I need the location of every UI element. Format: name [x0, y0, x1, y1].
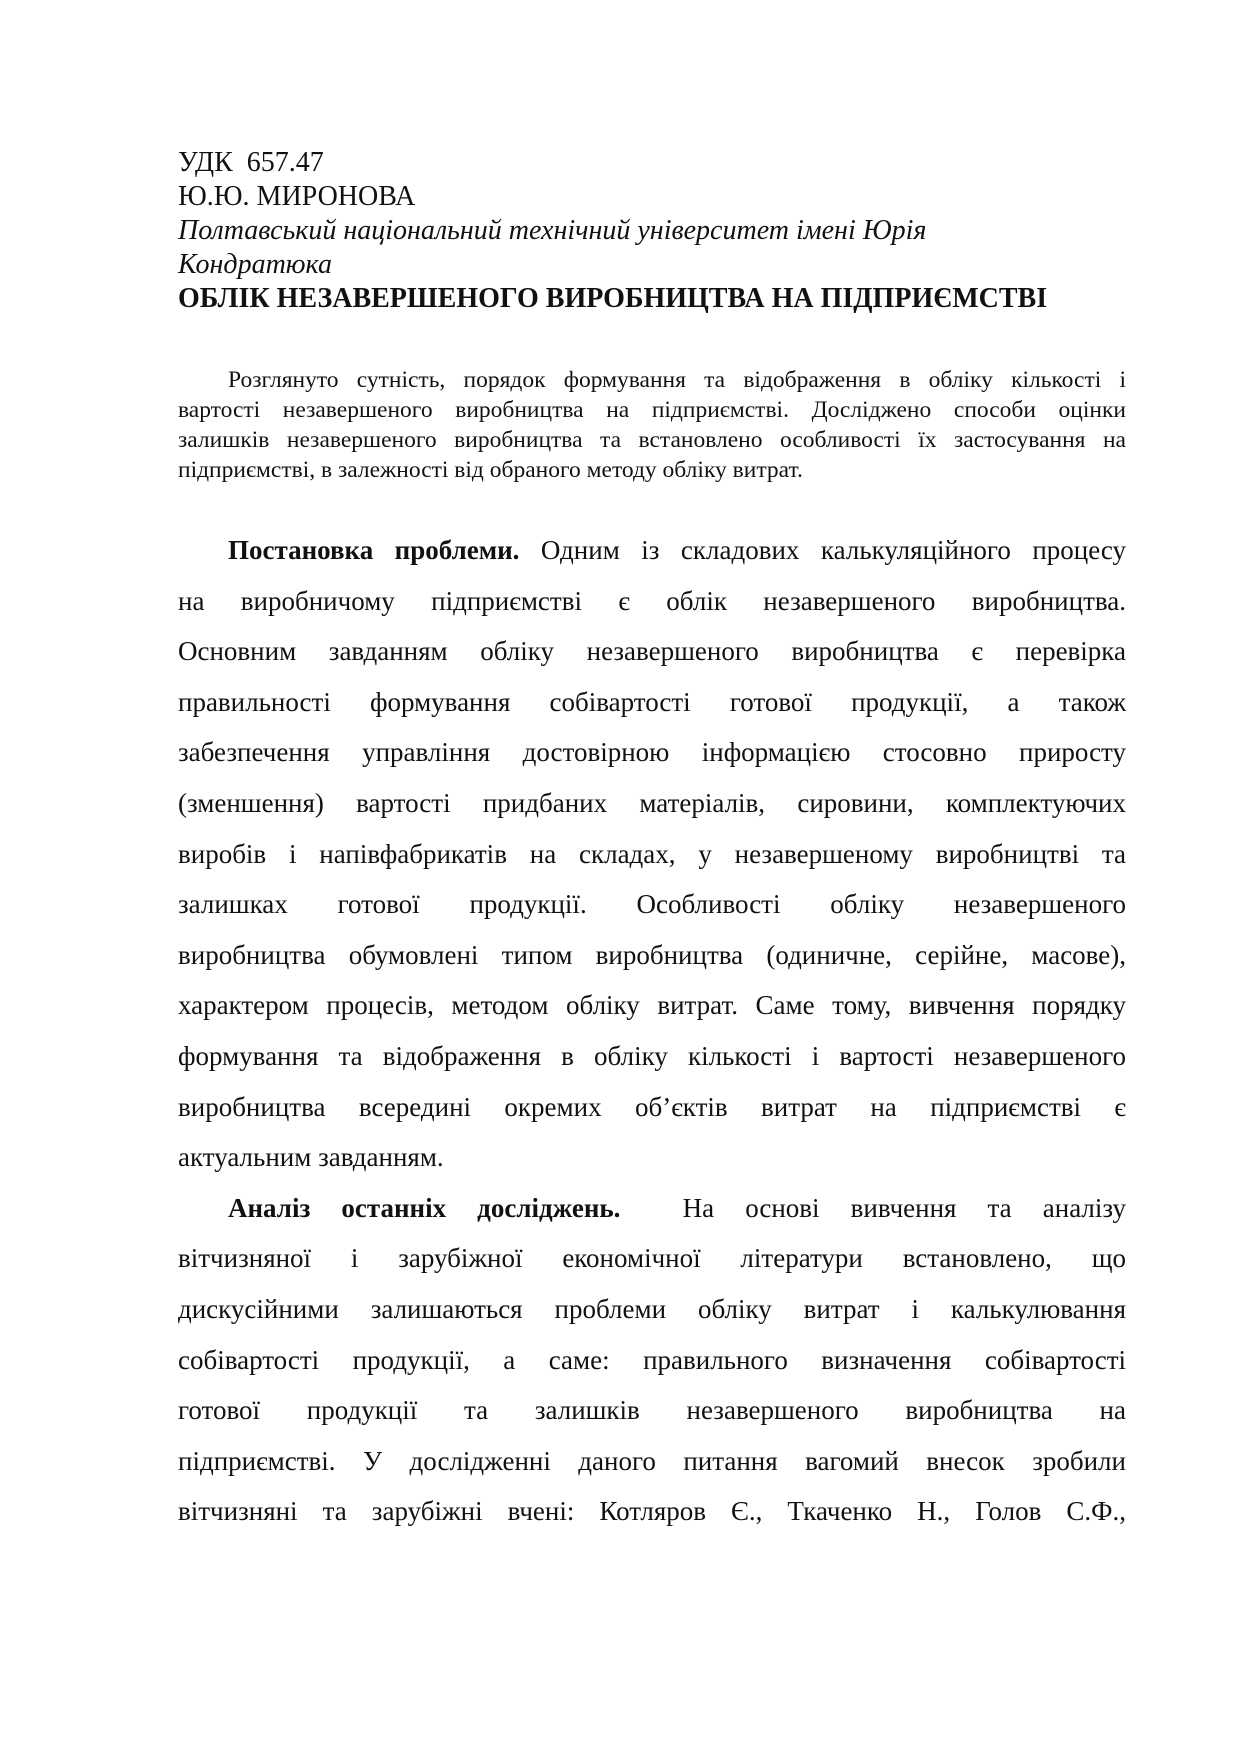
affiliation-line-2: Кондратюка: [178, 249, 332, 280]
body-line: (зменшення) вартості придбаних матеріалів, сировини, комплектуючих: [178, 787, 1126, 818]
abstract-line: Розглянуто сутність, порядок формування та відображення в обліку кількості і: [228, 367, 1126, 393]
author-name: Ю.Ю. МИРОНОВА: [178, 181, 416, 212]
body-line: характером процесів, методом обліку витрат. Саме тому, вивчення порядку: [178, 990, 1126, 1021]
body-line: формування та відображення в обліку кількості і вартості незавершеного: [178, 1040, 1126, 1071]
section-heading: Аналіз останніх досліджень.: [228, 1192, 621, 1223]
body-line: виробів і напівфабрикатів на складах, у незавершеному виробництві та: [178, 838, 1126, 869]
body-line: Основним завданням обліку незавершеного виробництва є перевірка: [178, 636, 1126, 667]
section-heading: Постановка проблеми.: [228, 535, 520, 565]
body-line: забезпечення управління достовірною інформацією стосовно приросту: [178, 737, 1126, 768]
abstract-line: залишків незавершеного виробництва та встановлено особливості їх застосування на: [178, 427, 1126, 453]
body-line: вітчизняні та зарубіжні вчені: Котляров Є., Ткаченко Н., Голов С.Ф.,: [178, 1496, 1126, 1527]
paragraph-problem-statement: [178, 525, 1126, 1183]
body-line: правильності формування собівартості готової продукції, а також: [178, 686, 1126, 717]
body-line: собівартості продукції, а саме: правильного визначення собівартості: [178, 1344, 1126, 1375]
body-line: залишках готової продукції. Особливості обліку незавершеного: [178, 889, 1126, 920]
article-header: [178, 146, 1138, 316]
body-line: актуальним завданням.: [178, 1142, 444, 1173]
article-title: ОБЛІК НЕЗАВЕРШЕНОГО ВИРОБНИЦТВА НА ПІДПРИЄМСТВІ: [178, 283, 1048, 314]
article-body: [178, 525, 1126, 1537]
affiliation-line-1: Полтавський національний технічний університет імені Юрія: [178, 215, 927, 246]
body-text: Одним із складових калькуляційного процесу: [519, 535, 1127, 565]
body-line: готової продукції та залишків незавершеного виробництва на: [178, 1395, 1126, 1426]
body-line: підприємстві. У дослідженні даного питання вагомий внесок зробили: [178, 1445, 1126, 1476]
udc-code: УДК 657.47: [178, 147, 324, 178]
paragraph-recent-research: [178, 1183, 1126, 1537]
body-line: виробництва всередині окремих об’єктів витрат на підприємстві є: [178, 1091, 1126, 1122]
abstract-line: вартості незавершеного виробництва на підприємстві. Досліджено способи оцінки: [178, 397, 1126, 423]
body-line: [178, 525, 1126, 576]
body-line: на виробничому підприємстві є облік незавершеного виробництва.: [178, 585, 1126, 616]
body-line: дискусійними залишаються проблеми обліку витрат і калькулювання: [178, 1293, 1126, 1324]
abstract: [178, 365, 1126, 485]
body-line: виробництва обумовлені типом виробництва (одиничне, серійне, масове),: [178, 939, 1126, 970]
body-line: вітчизняної і зарубіжної економічної літератури встановлено, що: [178, 1243, 1126, 1274]
abstract-line: підприємстві, в залежності від обраного методу обліку витрат.: [178, 457, 803, 483]
body-line: [178, 1183, 1126, 1234]
body-text: На основі вивчення та аналізу: [620, 1192, 1126, 1223]
